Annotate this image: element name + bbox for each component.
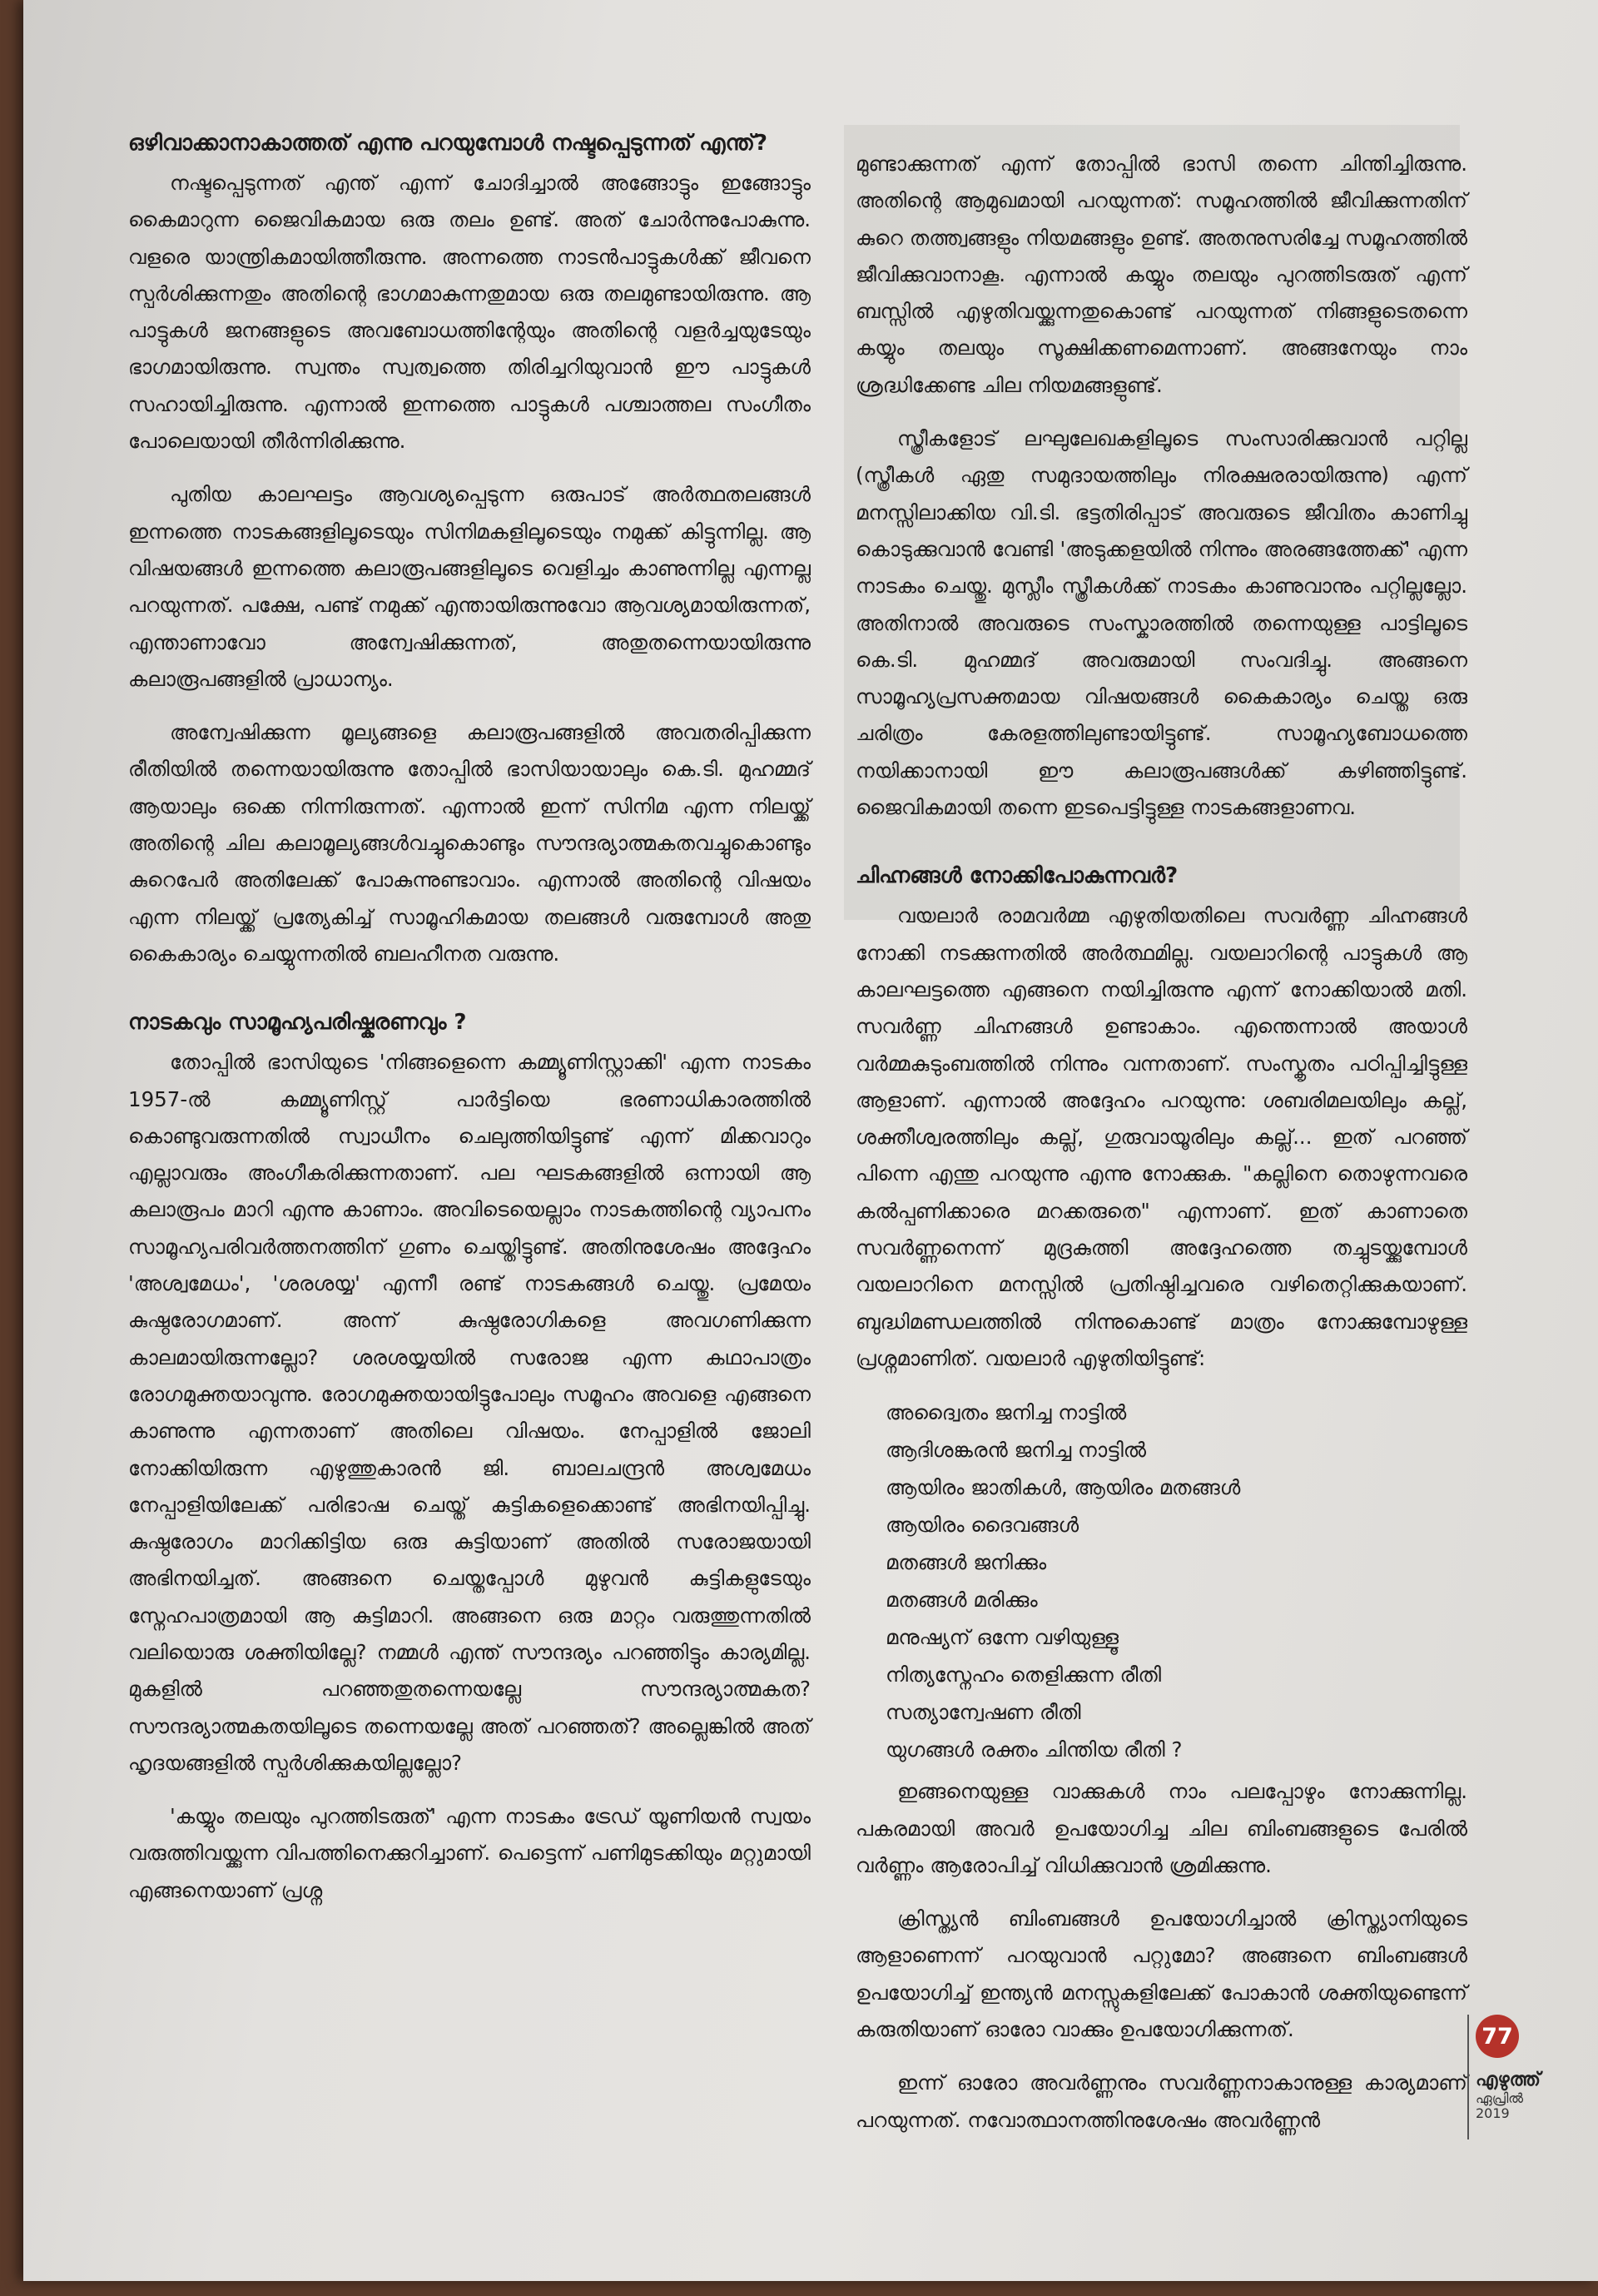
poem-line: ആയിരം ജാതികൾ, ആയിരം മതങ്ങൾ bbox=[886, 1475, 1241, 1500]
issue-year: 2019 bbox=[1476, 2105, 1510, 2121]
paragraph: മുണ്ടാക്കുന്നത് എന്ന് തോപ്പിൽ ഭാസി തന്നെ ചിന്തിച്ചിരുന്നു. അതിന്റെ ആമുഖമായി പറയുന്നത്: സമൂഹത്തിൽ ജീവിക്കുന്നതിന് കുറെ തത്ത്വങ്ങളും നിയമങ്ങളും ഉണ്ട്. അതനുസരിച്ചേ സമൂഹത്തിൽ ജീവിക്കുവാനാകൂ. എന്നാൽ കയ്യും തലയും പുറത്തിടരുത് എന്ന് ബസ്സിൽ എഴുതിവയ്ക്കുന്നതുകൊണ്ട് പറയുന്നത് നിങ്ങളുടെതന്നെ കയ്യും തലയും സൂക്ഷിക്കണമെന്നാണ്. അങ്ങനേയും നാം ശ്രദ്ധിക്കേണ്ട ചില നിയമങ്ങളുണ്ട്. bbox=[856, 152, 1467, 397]
poem-line: അദ്വൈതം ജനിച്ച നാട്ടിൽ bbox=[886, 1400, 1127, 1425]
poem-line: മതങ്ങൾ ജനിക്കും bbox=[886, 1550, 1047, 1575]
paragraph: ഇങ്ങനെയുള്ള വാക്കുകൾ നാം പലപ്പോഴും നോക്കുന്നില്ല. പകരമായി അവർ ഉപയോഗിച്ച ചില ബിംബങ്ങളുടെ പേരിൽ വർണ്ണം ആരോപിച്ച് വിധിക്കുവാൻ ശ്രമിക്കുന്നു. bbox=[856, 1779, 1467, 1877]
poem-line: മതങ്ങൾ മരിക്കും bbox=[886, 1588, 1038, 1613]
poem-line: യുഗങ്ങൾ രക്തം ചിന്തിയ രീതി ? bbox=[886, 1737, 1183, 1762]
section-heading: നാടകവും സാമൂഹ്യപരിഷ്കരണവും ? bbox=[128, 1010, 467, 1036]
footer-divider bbox=[1467, 2015, 1469, 2139]
paragraph: പുതിയ കാലഘട്ടം ആവശ്യപ്പെടുന്ന ഒരുപാട് അർത്ഥതലങ്ങൾ ഇന്നത്തെ നാടകങ്ങളിലൂടെയും സിനിമകളിലൂടെയും നമുക്ക് കിട്ടുന്നില്ല. ആ വിഷയങ്ങൾ ഇന്നത്തെ കലാരൂപങ്ങളിലൂടെ വെളിച്ചം കാണുന്നില്ല എന്നല്ല പറയുന്നത്. പക്ഷേ, പണ്ട് നമുക്ക് എന്തായിരുന്നുവോ ആവശ്യമായിരുന്നത്, എന്താണാവോ അന്വേഷിക്കുന്നത്, അതുതന്നെയായിരുന്നു കലാരൂപങ്ങളിൽ പ്രാധാന്യം. bbox=[128, 482, 811, 691]
magazine-page bbox=[23, 0, 1598, 2281]
section-heading: ചിഹ്നങ്ങൾ നോക്കിപോകുന്നവർ? bbox=[856, 863, 1179, 889]
paragraph: വയലാർ രാമവർമ്മ എഴുതിയതിലെ സവർണ്ണ ചിഹ്നങ്ങൾ നോക്കി നടക്കുന്നതിൽ അർത്ഥമില്ല. വയലാറിന്റെ പാട്ടുകൾ ആ കാലഘട്ടത്തെ എങ്ങനെ നയിച്ചിരുന്നു എന്ന് നോക്കിയാൽ മതി. സവർണ്ണ ചിഹ്നങ്ങൾ ഉണ്ടാകാം. എന്തെന്നാൽ അയാൾ വർമ്മകുടുംബത്തിൽ നിന്നും വന്നതാണ്. സംസ്കൃതം പഠിപ്പിച്ചിട്ടുള്ള ആളാണ്. എന്നാൽ അദ്ദേഹം പറയുന്നു: ശബരിമലയിലും കല്ല്, ശക്തീശ്വരത്തിലും കല്ല്, ഗുരുവായൂരിലും കല്ല്... ഇത് പറഞ്ഞ് പിന്നെ എന്തു പറയുന്നു എന്നു നോക്കുക. "കല്ലിനെ തൊഴുന്നവരെ കൽപ്പണിക്കാരെ മറക്കരുതെ" എന്നാണ്. ഇത് കാണാതെ സവർണ്ണനെന്ന് മുദ്രകുത്തി അദ്ദേഹത്തെ തച്ചുടയ്ക്കുമ്പോൾ വയലാറിനെ മനസ്സിൽ പ്രതിഷ്ഠിച്ചവരെ വഴിതെറ്റിക്കുകയാണ്. ബുദ്ധിമണ്ഡലത്തിൽ നിന്നുകൊണ്ട് മാത്രം നോക്കുമ്പോഴുള്ള പ്രശ്നമാണിത്. വയലാർ എഴുതിയിട്ടുണ്ട്: bbox=[856, 903, 1467, 1370]
poem-quote bbox=[886, 1394, 1467, 1768]
poem-line: സത്യാന്വേഷണ രീതി bbox=[886, 1700, 1081, 1725]
poem-line: ആയിരം ദൈവങ്ങൾ bbox=[886, 1513, 1079, 1538]
paragraph: നഷ്ടപ്പെടുന്നത് എന്ത് എന്ന് ചോദിച്ചാൽ അങ്ങോട്ടും ഇങ്ങോട്ടും കൈമാറുന്ന ജൈവികമായ ഒരു തലം ഉണ്ട്. അത് ചോർന്നുപോകുന്നു. വളരെ യാന്ത്രികമായിത്തീരുന്നു. അന്നത്തെ നാടൻപാട്ടുകൾക്ക് ജീവനെ സ്പർശിക്കുന്നതും അതിന്റെ ഭാഗമാകുന്നതുമായ ഒരു തലമുണ്ടായിരുന്നു. ആ പാട്ടുകൾ ജനങ്ങളുടെ അവബോധത്തിന്റേയും അതിന്റെ വളർച്ചയുടേയും ഭാഗമായിരുന്നു. സ്വന്തം സ്വത്വത്തെ തിരിച്ചറിയുവാൻ ഈ പാട്ടുകൾ സഹായിച്ചിരുന്നു. എന്നാൽ ഇന്നത്തെ പാട്ടുകൾ പശ്ചാത്തല സംഗീതം പോലെയായി തീർന്നിരിക്കുന്നു. bbox=[128, 171, 811, 454]
issue-month: ഏപ്രിൽ bbox=[1476, 2090, 1524, 2106]
paragraph: തോപ്പിൽ ഭാസിയുടെ 'നിങ്ങളെന്നെ കമ്മ്യൂണിസ്റ്റാക്കി' എന്ന നാടകം 1957-ൽ കമ്മ്യൂണിസ്റ്റ് പാർട്ടിയെ ഭരണാധികാരത്തിൽ കൊണ്ടുവരുന്നതിൽ സ്വാധീനം ചെലുത്തിയിട്ടുണ്ട് എന്ന് മിക്കവാറും എല്ലാവരും അംഗീകരിക്കുന്നതാണ്. പല ഘടകങ്ങളിൽ ഒന്നായി ആ കലാരൂപം മാറി എന്നു കാണാം. അവിടെയെല്ലാം നാടകത്തിന്റെ വ്യാപനം സാമൂഹ്യപരിവർത്തനത്തിന് ഗുണം ചെയ്തിട്ടുണ്ട്. അതിനുശേഷം അദ്ദേഹം 'അശ്വമേധം', 'ശരശയ്യ' എന്നീ രണ്ട് നാടകങ്ങൾ ചെയ്തു. പ്രമേയം കുഷ്ഠരോഗമാണ്. അന്ന് കുഷ്ഠരോഗികളെ അവഗണിക്കുന്ന കാലമായിരുന്നല്ലോ? ശരശയ്യയിൽ സരോജ എന്ന കഥാപാത്രം രോഗമുക്തയാവുന്നു. രോഗമുക്തയായിട്ടുപോലും സമൂഹം അവളെ എങ്ങനെ കാണുന്നു എന്നതാണ് അതിലെ വിഷയം. നേപ്പാളിൽ ജോലി നോക്കിയിരുന്ന എഴുത്തുകാരൻ ജി. ബാലചന്ദ്രൻ അശ്വമേധം നേപ്പാളിയിലേക്ക് പരിഭാഷ ചെയ്ത് കുട്ടികളെക്കൊണ്ട് അഭിനയിപ്പിച്ചു. കുഷ്ഠരോഗം മാറിക്കിട്ടിയ ഒരു കുട്ടിയാണ് അതിൽ സരോജയായി അഭിനയിച്ചത്. അങ്ങനെ ചെയ്തപ്പോൾ മുഴുവൻ കുട്ടികളുടേയും സ്നേഹപാത്രമായി ആ കുട്ടിമാറി. അങ്ങനെ ഒരു മാറ്റം വരുത്തുന്നതിൽ വലിയൊരു ശക്തിയില്ലേ? നമ്മൾ എന്ത് സൗന്ദര്യം പറഞ്ഞിട്ടും കാര്യമില്ല. മുകളിൽ പറഞ്ഞതുതന്നെയല്ലേ സൗന്ദര്യാത്മകത? സൗന്ദര്യാത്മകതയിലൂടെ തന്നെയല്ലേ അത് പറഞ്ഞത്? അല്ലെങ്കിൽ അത് ഹൃദയങ്ങളിൽ സ്പർശിക്കുകയില്ലല്ലോ? bbox=[128, 1050, 811, 1775]
section-heading: ഒഴിവാക്കാനാകാത്തത് എന്നു പറയുമ്പോൾ നഷ്ടപ്പെടുന്നത് എന്ത്? bbox=[128, 131, 767, 156]
right-column bbox=[856, 146, 1467, 2155]
poem-line: ആദിശങ്കരൻ ജനിച്ച നാട്ടിൽ bbox=[886, 1438, 1147, 1463]
poem-line: നിത്യസ്നേഹം തെളിക്കുന്ന രീതി bbox=[886, 1662, 1162, 1687]
paragraph: 'കയ്യും തലയും പുറത്തിടരുത്' എന്ന നാടകം ട്രേഡ് യൂണിയൻ സ്വയം വരുത്തിവയ്ക്കുന്ന വിപത്തിനെക്കുറിച്ചാണ്. പെട്ടെന്ന് പണിമുടക്കിയും മറ്റുമായി എങ്ങനെയാണ് പ്രശ്ന bbox=[128, 1804, 811, 1902]
magazine-name: എഴുത്ത് bbox=[1476, 2070, 1541, 2090]
paragraph: അന്വേഷിക്കുന്ന മൂല്യങ്ങളെ കലാരൂപങ്ങളിൽ അവതരിപ്പിക്കുന്ന രീതിയിൽ തന്നെയായിരുന്നു തോപ്പിൽ ഭാസിയായാലും കെ.ടി. മുഹമ്മദ് ആയാലും ഒക്കെ നിന്നിരുന്നത്. എന്നാൽ ഇന്ന് സിനിമ എന്ന നിലയ്ക്ക് അതിന്റെ ചില കലാമൂല്യങ്ങൾവച്ചുകൊണ്ടും സൗന്ദര്യാത്മകതവച്ചുകൊണ്ടും കുറെപേർ അതിലേക്ക് പോകുന്നുണ്ടാവാം. എന്നാൽ അതിന്റെ വിഷയം എന്ന നിലയ്ക്ക് പ്രത്യേകിച്ച് സാമൂഹികമായ തലങ്ങൾ വരുമ്പോൾ അതു കൈകാര്യം ചെയ്യുന്നതിൽ ബലഹീനത വരുന്നു. bbox=[128, 720, 811, 966]
paragraph: സ്ത്രീകളോട് ലഘുലേഖകളിലൂടെ സംസാരിക്കുവാൻ പറ്റില്ല (സ്ത്രീകൾ ഏതു സമുദായത്തിലും നിരക്ഷരരായിരുന്നു) എന്ന് മനസ്സിലാക്കിയ വി.ടി. ഭട്ടതിരിപ്പാട് അവരുടെ ജീവിതം കാണിച്ചു കൊടുക്കുവാൻ വേണ്ടി 'അടുക്കളയിൽ നിന്നും അരങ്ങത്തേക്ക്' എന്ന നാടകം ചെയ്തു. മുസ്ലീം സ്ത്രീകൾക്ക് നാടകം കാണുവാനും പറ്റില്ലല്ലോ. അതിനാൽ അവരുടെ സംസ്കാരത്തിൽ തന്നെയുള്ള പാട്ടിലൂടെ കെ.ടി. മുഹമ്മദ് അവരുമായി സംവദിച്ചു. അങ്ങനെ സാമൂഹ്യപ്രസക്തമായ വിഷയങ്ങൾ കൈകാര്യം ചെയ്ത ഒരു ചരിത്രം കേരളത്തിലുണ്ടായിട്ടുണ്ട്. സാമൂഹ്യബോധത്തെ നയിക്കാനായി ഈ കലാരൂപങ്ങൾക്ക് കഴിഞ്ഞിട്ടുണ്ട്. ജൈവികമായി തന്നെ ഇടപെട്ടിട്ടുള്ള നാടകങ്ങളാണവ. bbox=[856, 426, 1467, 820]
poem-line: മനുഷ്യന് ഒന്നേ വഴിയുള്ളൂ bbox=[886, 1625, 1119, 1650]
paragraph: ക്രിസ്ത്യൻ ബിംബങ്ങൾ ഉപയോഗിച്ചാൽ ക്രിസ്ത്യാനിയുടെ ആളാണെന്ന് പറയുവാൻ പറ്റുമോ? അങ്ങനെ ബിംബങ്ങൾ ഉപയോഗിച്ച് ഇന്ത്യൻ മനസ്സുകളിലേക്ക് പോകാൻ ശക്തിയുണ്ടെന്ന് കരുതിയാണ് ഓരോ വാക്കും ഉപയോഗിക്കുന്നത്. bbox=[856, 1906, 1467, 2041]
paragraph: ഇന്ന് ഓരോ അവർണ്ണനും സവർണ്ണനാകാനുള്ള കാര്യമാണ് പറയുന്നത്. നവോത്ഥാനത്തിനുശേഷം അവർണ്ണൻ bbox=[856, 2070, 1467, 2132]
page-number: 77 bbox=[1476, 2015, 1519, 2058]
page-footer bbox=[1476, 2015, 1576, 2121]
left-column bbox=[128, 125, 811, 1926]
